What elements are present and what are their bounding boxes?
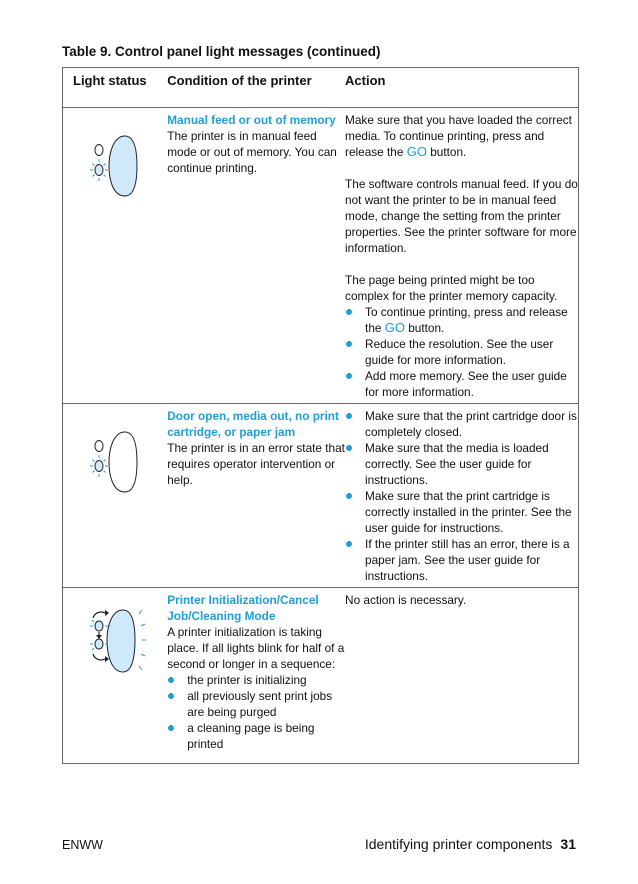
action-bullet: Make sure that the media is loaded correctly. See the user guide for instructions. (345, 440, 578, 488)
condition-bullet-list (167, 672, 345, 752)
footer-section-title: Identifying printer components (364, 836, 553, 852)
condition-text: The printer is in an error state that requires operator intervention or help. (167, 441, 345, 487)
light-status-cell (63, 404, 168, 588)
action-text: button. (426, 145, 467, 159)
action-bullet (345, 304, 578, 336)
table-header-row (63, 68, 579, 108)
go-button-label: GO (384, 320, 405, 335)
action-paragraph: The page being printed might be too complex for the printer memory capacity. (345, 273, 558, 303)
action-bullet: Add more memory. See the user guide for more information. (345, 368, 578, 400)
light-door-open-icon (83, 422, 143, 512)
action-text: Make sure that you have loaded the correct media. To continue printing, press and release the (345, 113, 572, 159)
condition-title: Printer Initialization/Cancel Job/Cleaning Mode (167, 593, 319, 623)
light-status-cell (63, 588, 168, 764)
light-manual-feed-icon (83, 126, 143, 216)
table-row (63, 404, 579, 588)
condition-cell (167, 108, 345, 404)
header-condition (167, 68, 345, 108)
action-text: No action is necessary. (345, 593, 467, 607)
condition-text: The printer is in manual feed mode or out of memory. You can continue printing. (167, 129, 337, 175)
header-light-status (63, 68, 168, 108)
footer-publication-code: ENWW (62, 838, 103, 852)
condition-bullet: the printer is initializing (167, 672, 345, 688)
action-bullet: Make sure that the print cartridge door is completely closed. (345, 408, 578, 440)
action-bullet: If the printer still has an error, there is a paper jam. See the user guide for instructions. (345, 536, 578, 584)
action-cell (345, 108, 578, 404)
action-text: button. (404, 321, 445, 335)
action-cell (345, 404, 578, 588)
header-action (345, 68, 578, 108)
control-panel-light-table (62, 67, 579, 764)
condition-cell (167, 404, 345, 588)
action-bullet: Make sure that the print cartridge is correctly installed in the printer. See the user guide for instructions. (345, 488, 578, 536)
header-action-label: Action (345, 73, 386, 88)
header-light-status-label: Light status (73, 73, 147, 88)
action-paragraph: The software controls manual feed. If you do not want the printer to be in manual feed mode, change the setting from the printer properties. See the printer software for more information. (345, 177, 578, 255)
action-paragraph (345, 112, 578, 160)
light-initialization-icon (81, 602, 151, 692)
header-condition-label: Condition of the printer (167, 73, 312, 88)
condition-bullet: all previously sent print jobs are being purged (167, 688, 345, 720)
table-caption: Table 9. Control panel light messages (continued) (62, 44, 381, 59)
table-row (63, 588, 579, 764)
go-button-label: GO (406, 144, 427, 159)
action-cell (345, 588, 578, 764)
action-text: To continue printing, press and release the (365, 305, 568, 335)
condition-title: Door open, media out, no print cartridge, or paper jam (167, 409, 339, 439)
action-bullet: Reduce the resolution. See the user guide for more information. (345, 336, 578, 368)
footer-section (365, 836, 576, 852)
condition-text: A printer initialization is taking place. If all lights blink for half of a second or longer in a sequence: (167, 625, 345, 671)
light-status-cell (63, 108, 168, 404)
action-bullet-list (345, 304, 578, 400)
table-row (63, 108, 579, 404)
action-bullet-list (345, 408, 578, 584)
page-number: 31 (560, 836, 576, 852)
condition-bullet: a cleaning page is being printed (167, 720, 345, 752)
condition-title: Manual feed or out of memory (167, 113, 336, 127)
condition-cell (167, 588, 345, 764)
